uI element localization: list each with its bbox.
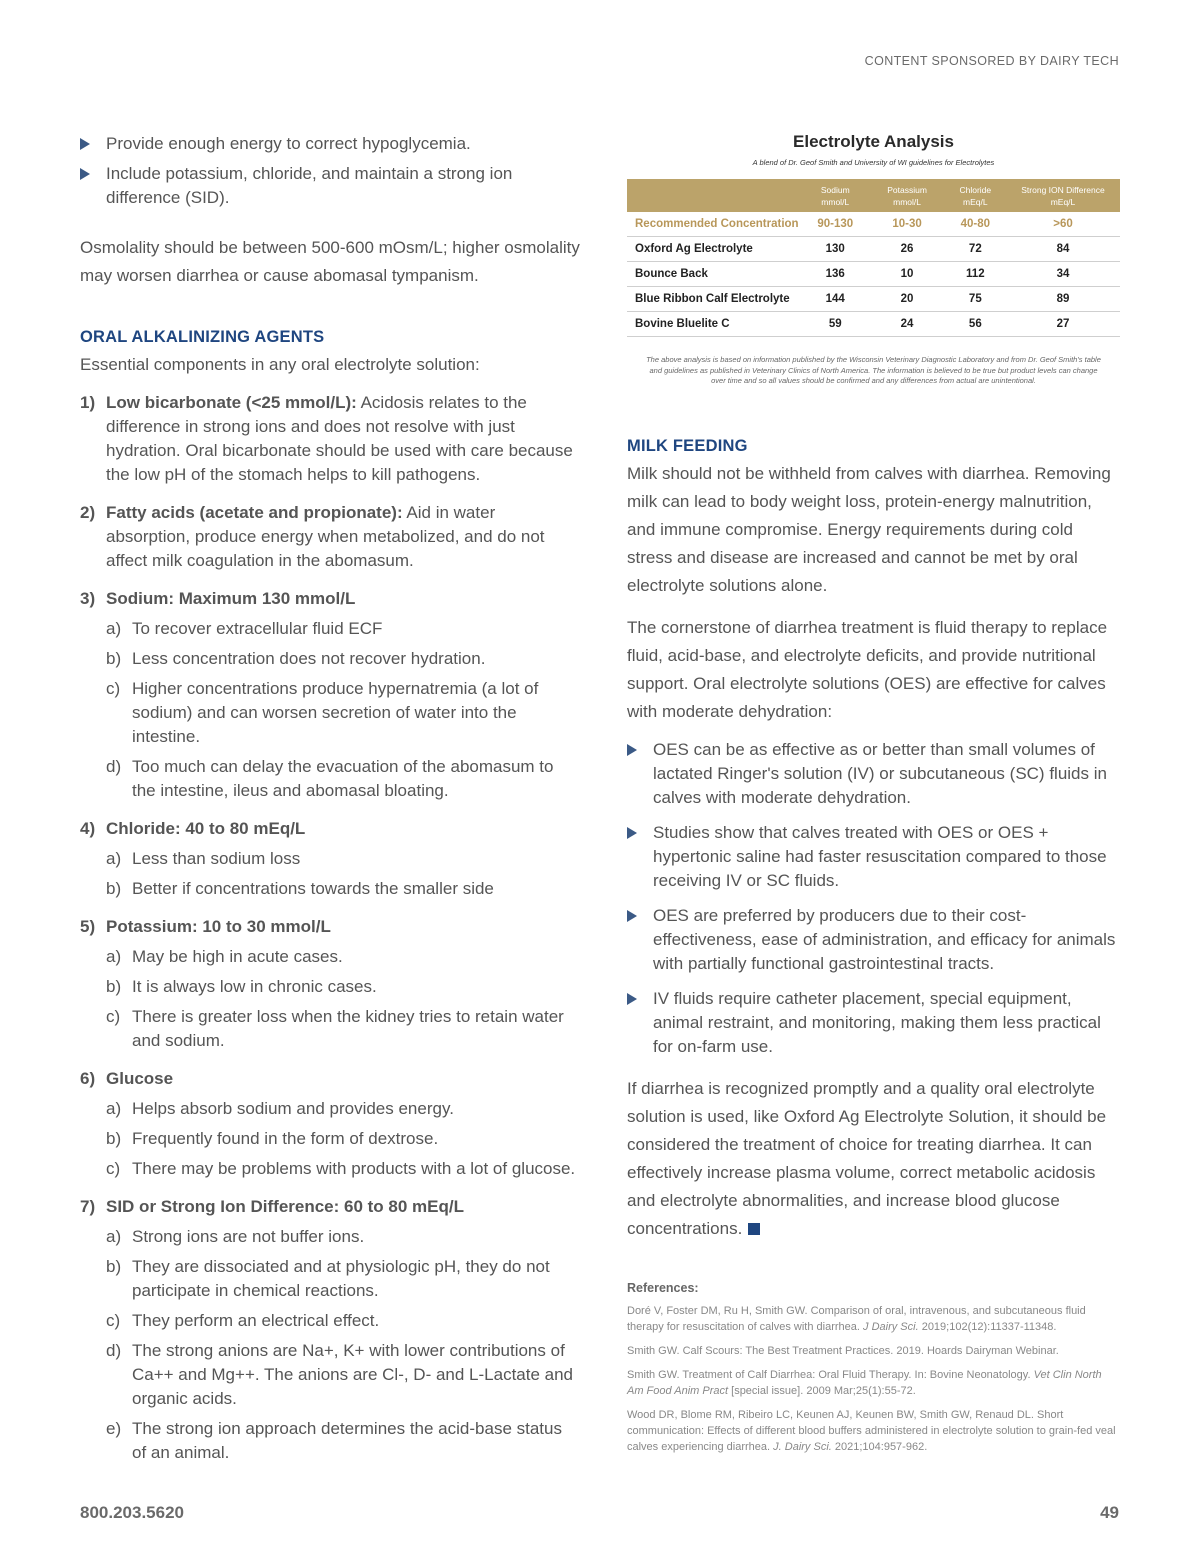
table-cell: Oxford Ag Electrolyte [627,237,801,262]
header-cell: Sodium mmol/L [801,179,869,212]
sub-text: Frequently found in the form of dextrose. [132,1129,439,1148]
list-item: OES can be as effective as or better than small volumes of lactated Ringer's solution (IV) or subcutaneous (SC) fluids in calves with moderate dehydration. [627,738,1120,810]
list-item: IV fluids require catheter placement, special equipment, animal restraint, and monitoring, making them less practical for on-farm use. [627,987,1120,1059]
list-item [80,1309,580,1333]
section-title-alkalinizing: ORAL ALKALINIZING AGENTS [80,328,325,346]
table-cell: 10 [869,262,944,287]
sub-letter: e) [106,1419,122,1438]
numbered-item [80,501,580,573]
sub-list [80,1097,580,1181]
sub-text: To recover extracellular fluid ECF [132,619,383,638]
sub-list [80,1225,580,1465]
table-cell: 72 [945,237,1006,262]
numbered-item [80,915,580,939]
reference-item: Doré V, Foster DM, Ru H, Smith GW. Comparison of oral, intravenous, and subcutaneous fluid therapy for resuscitation of calves with diarrhea. J Dairy Sci. 2019;102(12):11337-11348. [627,1304,1086,1333]
item-number: 4) [80,819,96,838]
sub-letter: d) [106,1341,122,1360]
list-item [80,877,580,901]
list-item [80,1097,580,1121]
list-item [80,1127,580,1151]
sub-letter: a) [106,1099,122,1118]
left-column [80,132,580,1465]
sub-letter: a) [106,619,122,638]
header-cell: Strong ION Difference mEq/L [1006,179,1120,212]
sub-letter: a) [106,1227,122,1246]
list-item: OES are preferred by producers due to their cost-effectiveness, ease of administration, and efficacy for animals with partially functional gastrointestinal tracts. [627,904,1120,976]
sub-text: Helps absorb sodium and provides energy. [132,1099,454,1118]
table-cell: Bounce Back [627,262,801,287]
table-cell: 136 [801,262,869,287]
sponsor-header: CONTENT SPONSORED BY DAIRY TECH [864,54,1119,68]
table-cell: 144 [801,287,869,312]
item-number: 1) [80,393,96,412]
numbered-item [80,587,580,611]
table-cell: 90-130 [801,212,869,237]
bullet-triangle-icon [627,744,637,756]
list-item: Provide enough energy to correct hypoglycemia. [80,132,580,156]
table-cell: 89 [1006,287,1120,312]
table-cell: 24 [869,312,944,337]
list-item [80,975,580,999]
bullet-triangle-icon [80,138,90,150]
electrolyte-table [627,179,1120,337]
table-title: Electrolyte Analysis [793,132,954,151]
sub-letter: c) [106,1007,121,1026]
table-cell: 34 [1006,262,1120,287]
conclusion-paragraph: If diarrhea is recognized promptly and a quality oral electrolyte solution is used, like Oxford Ag Electrolyte Solution, it should be considered the treatment of choice for treating diarrhea. It can effectively increase plasma volume, correct metabolic acidosis and electrolyte abnormalities, and increase blood glucose concentrations. [627,1078,1107,1238]
table-cell: Blue Ribbon Calf Electrolyte [627,287,801,312]
sub-letter: a) [106,849,122,868]
list-item [80,945,580,969]
item-number: 2) [80,503,96,522]
header-cell [627,179,801,212]
bullet-triangle-icon [627,993,637,1005]
sub-letter: c) [106,1159,121,1178]
bullet-triangle-icon [627,827,637,839]
item-text: Aid in water absorption, produce energy when metabolized, and do not affect milk coagulation in the abomasum. [106,503,545,570]
list-item [80,1255,580,1303]
sub-text: It is always low in chronic cases. [132,977,377,996]
sub-text: Too much can delay the evacuation of the abomasum to the intestine, ileus and abomasal bloating. [132,757,554,800]
sub-text: Better if concentrations towards the smaller side [132,879,494,898]
sub-text: There is greater loss when the kidney tries to retain water and sodium. [132,1007,564,1050]
sub-letter: b) [106,649,122,668]
page-number: 49 [1100,1503,1119,1522]
right-column [627,132,1120,1455]
bullet-triangle-icon [627,910,637,922]
table-cell: 130 [801,237,869,262]
recommended-row [627,212,1120,237]
sub-letter: b) [106,1257,122,1276]
list-item [80,847,580,871]
header-cell: Chloride mEq/L [945,179,1006,212]
list-item [80,1339,580,1411]
sub-text: Strong ions are not buffer ions. [132,1227,365,1246]
end-mark-icon [748,1223,760,1235]
numbered-item [80,1067,580,1091]
numbered-item [80,391,580,487]
milk-paragraph: Milk should not be withheld from calves with diarrhea. Removing milk can lead to body weight loss, protein-energy malnutrition, and immune compromise. Energy requirements during cold stress and disease are increased and cannot be met by oral electrolyte solutions alone. [627,463,1111,595]
table-row [627,237,1120,262]
references-list [627,1303,1120,1455]
reference-item: Wood DR, Blome RM, Ribeiro LC, Keunen AJ, Keunen BW, Smith GW, Renaud DL. Short communication: Effects of different blood buffers administered in electrolyte solution to grain-fed veal calves experiencing diarrhea. J. Dairy Sci. 2021;104:957-962. [627,1408,1116,1453]
list-item [80,1225,580,1249]
table-footnote: The above analysis is based on information published by the Wisconsin Veterinary Diagnostic Laboratory and from Dr. Geof Smith's table and guidelines as published in Veterinary Clinics of North America. The information is believed to be true but product levels can change over time and so all values should be confirmed and any differences from actual are unintentional. [646,355,1101,385]
list-item [80,617,580,641]
table-cell: 59 [801,312,869,337]
item-heading: Chloride: 40 to 80 mEq/L [106,819,306,838]
numbered-item [80,817,580,841]
oes-bullet-list [627,738,1120,1059]
numbered-item [80,1195,580,1219]
table-cell: 112 [945,262,1006,287]
electrolyte-table-block [627,132,1120,387]
sub-letter: a) [106,947,122,966]
table-cell: 56 [945,312,1006,337]
sub-letter: b) [106,977,122,996]
table-row [627,262,1120,287]
item-number: 6) [80,1069,96,1088]
table-row [627,287,1120,312]
reference-item: Smith GW. Treatment of Calf Diarrhea: Oral Fluid Therapy. In: Bovine Neonatology. Vet Clin North Am Food Anim Pract [special issue]. 2009 Mar;25(1):55-72. [627,1368,1102,1397]
references-title: References: [627,1280,699,1295]
table-row [627,312,1120,337]
reference-item: Smith GW. Calf Scours: The Best Treatment Practices. 2019. Hoards Dairyman Webinar. [627,1344,1059,1357]
table-subtitle: A blend of Dr. Geof Smith and University of WI guidelines for Electrolytes [752,158,995,167]
sub-letter: b) [106,1129,122,1148]
numbered-list [80,391,580,1465]
item-heading: Potassium: 10 to 30 mmol/L [106,917,331,936]
sub-text: There may be problems with products with a lot of glucose. [132,1159,576,1178]
sub-letter: c) [106,1311,121,1330]
sub-text: Less concentration does not recover hydration. [132,649,486,668]
sub-text: May be high in acute cases. [132,947,343,966]
sub-text: The strong ion approach determines the acid-base status of an animal. [132,1419,562,1462]
item-heading: Glucose [106,1069,174,1088]
sub-letter: b) [106,879,122,898]
list-item [80,1157,580,1181]
list-item [80,1005,580,1053]
list-item: Include potassium, chloride, and maintain a strong ion difference (SID). [80,162,580,210]
sub-text: Less than sodium loss [132,849,301,868]
table-cell: >60 [1006,212,1120,237]
table-cell: 10-30 [869,212,944,237]
item-number: 3) [80,589,96,608]
item-heading: Sodium: Maximum 130 mmol/L [106,589,356,608]
list-item [80,647,580,671]
sub-text: Higher concentrations produce hypernatremia (a lot of sodium) and can worsen secretion of water into the intestine. [132,679,539,746]
references-block [627,1281,1120,1455]
sub-text: The strong anions are Na+, K+ with lower contributions of Ca++ and Mg++. The anions are Cl-, D- and L-Lactate and organic acids. [132,1341,574,1408]
item-heading: Fatty acids (acetate and propionate): [106,503,403,522]
header-cell: Potassium mmol/L [869,179,944,212]
item-number: 7) [80,1197,96,1216]
footer-phone: 800.203.5620 [80,1503,184,1522]
item-heading: SID or Strong Ion Difference: 60 to 80 mEq/L [106,1197,464,1216]
table-cell: 40-80 [945,212,1006,237]
sub-letter: c) [106,679,121,698]
sub-text: They perform an electrical effect. [132,1311,380,1330]
table-cell: 84 [1006,237,1120,262]
intro-bullet-list [80,132,580,210]
sub-letter: d) [106,757,122,776]
table-header-row [627,179,1120,212]
table-cell: 27 [1006,312,1120,337]
table-cell: 75 [945,287,1006,312]
sub-text: They are dissociated and at physiologic pH, they do not participate in chemical reactions. [132,1257,550,1300]
item-heading: Low bicarbonate (<25 mmol/L): [106,393,357,412]
list-item: Studies show that calves treated with OES or OES + hypertonic saline had faster resuscitation compared to those receiving IV or SC fluids. [627,821,1120,893]
table-cell: Recommended Concentration [627,212,801,237]
item-text: Acidosis relates to the difference in strong ions and does not resolve with just hydration. Oral bicarbonate should be used with care because the low pH of the stomach helps to kill pathogens. [106,393,573,484]
sub-list [80,945,580,1053]
osmolality-paragraph: Osmolality should be between 500-600 mOsm/L; higher osmolality may worsen diarrhea or cause abomasal tympanism. [80,238,580,285]
cornerstone-paragraph: The cornerstone of diarrhea treatment is fluid therapy to replace fluid, acid-base, and electrolyte deficits, and provide nutritional support. Oral electrolyte solutions (OES) are effective for calves with moderate dehydration: [627,617,1108,721]
item-number: 5) [80,917,96,936]
section-title-milk-feeding: MILK FEEDING [627,436,748,455]
section-intro: Essential components in any oral electrolyte solution: [80,355,480,374]
list-item [80,677,580,749]
sub-list [80,617,580,803]
list-item [80,755,580,803]
table-cell: 26 [869,237,944,262]
sub-list [80,847,580,901]
table-cell: 20 [869,287,944,312]
list-item [80,1417,580,1465]
table-cell: Bovine Bluelite C [627,312,801,337]
bullet-triangle-icon [80,168,90,180]
